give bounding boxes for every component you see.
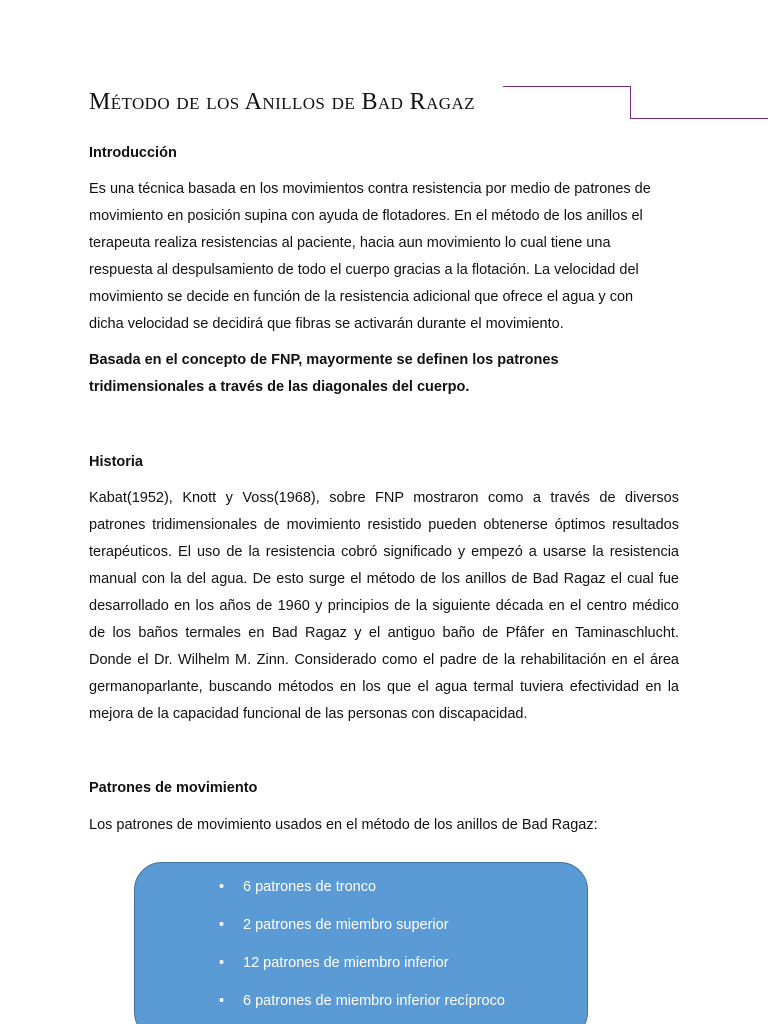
patterns-callout-box [134,862,588,1024]
paragraph-line: patrones tridimensionales de movimiento resistido pueden obtenerse óptimos resultados [89,517,679,533]
list-item-label: 2 patrones de miembro superior [243,917,449,933]
paragraph-line: movimiento se decide en función de la resistencia adicional que ofrece el agua y con [89,289,634,305]
paragraph-line: germanoparlante, buscando métodos en los que el agua termal tuviera efectividad en la [89,679,679,695]
bullet-icon: • [219,955,225,971]
title-decoration-line [503,86,768,119]
paragraph-line: mejora de la capacidad funcional de las personas con discapacidad. [89,706,528,722]
list-item [219,877,505,915]
paragraph-line: respuesta al despulsamiento de todo el cuerpo gracias a la flotación. La velocidad del [89,262,639,278]
historia-paragraph [89,485,679,728]
patterns-list [219,877,505,1024]
section-heading-introduccion: Introducción [89,145,177,161]
paragraph-line: desarrollado en los años de 1960 y principios de la siguiente década en el centro médico [89,598,679,614]
paragraph-line: dicha velocidad se decidirá que fibras se activarán durante el movimiento. [89,316,564,332]
paragraph-line: Basada en el concepto de FNP, mayormente se definen los patrones [89,352,559,368]
section-heading-historia: Historia [89,454,143,470]
list-item [219,953,505,991]
section-heading-patrones: Patrones de movimiento [89,780,258,796]
paragraph-line: terapéuticos. El uso de la resistencia cobró significado y empezó a usarse la resistencia [89,544,679,560]
list-item-label: 6 patrones de tronco [243,879,377,895]
list-item-label: 12 patrones de miembro inferior [243,955,449,971]
paragraph-line: terapeuta realiza resistencias al paciente, hacia aun movimiento lo cual tiene una [89,235,611,251]
paragraph-line: Los patrones de movimiento usados en el método de los anillos de Bad Ragaz: [89,817,598,833]
list-item [219,991,505,1024]
document-title: Método de los Anillos de Bad Ragaz [89,89,475,115]
bullet-icon: • [219,879,225,895]
list-item [219,915,505,953]
paragraph-line: Donde el Dr. Wilhelm M. Zinn. Considerado como el padre de la rehabilitación en el área [89,652,679,668]
bullet-icon: • [219,993,225,1009]
bullet-icon: • [219,917,225,933]
paragraph-line: movimiento en posición supina con ayuda de flotadores. En el método de los anillos el [89,208,643,224]
fnp-bold-paragraph [89,347,679,401]
paragraph-line: manual con la del agua. De esto surge el método de los anillos de Bad Ragaz el cual fue [89,571,679,587]
paragraph-line: de los baños termales en Bad Ragaz y el antiguo baño de Pfâfer en Taminaschlucht. [89,625,679,641]
list-item-label: 6 patrones de miembro inferior recíproco [243,993,505,1009]
introduccion-paragraph [89,176,679,338]
paragraph-line: Es una técnica basada en los movimientos contra resistencia por medio de patrones de [89,181,651,197]
paragraph-line: tridimensionales a través de las diagonales del cuerpo. [89,379,470,395]
patrones-intro-paragraph [89,812,679,839]
paragraph-line: Kabat(1952), Knott y Voss(1968), sobre FNP mostraron como a través de diversos [89,490,679,506]
